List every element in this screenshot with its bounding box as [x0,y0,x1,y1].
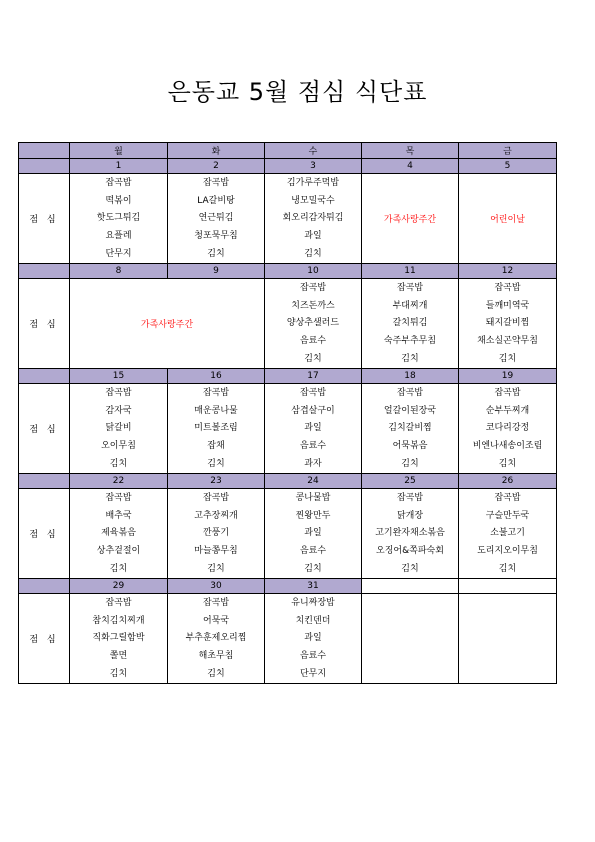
menu-item: 잡곡밥 [494,282,521,293]
date-cell: 16 [168,369,265,384]
holiday-note-cell [70,279,265,369]
menu-items [459,279,556,368]
menu-items [362,384,458,473]
menu-item: 음료수 [299,441,327,452]
date-cell: 5 [459,159,557,174]
menu-item: 과일 [304,423,322,434]
menu-item: 잡곡밥 [494,387,521,398]
menu-item: 직화그릴함박 [92,633,145,644]
menu-item: 과일 [304,231,322,242]
menu-item: 갈치튀김 [392,318,428,329]
date-cell [362,579,459,594]
menu-item: 김치 [304,564,322,575]
menu-item: 청포묵무침 [194,231,238,242]
menu-item: 구슬만두국 [485,510,530,521]
menu-items [168,174,264,263]
date-cell: 22 [70,474,168,489]
holiday-note: 가족사랑주간 [140,320,194,330]
menu-cell [459,384,557,474]
menu-item: 회오리감자튀김 [282,213,344,224]
date-row-corner [19,579,70,594]
menu-item: 김가루주먹밥 [286,177,340,188]
menu-item: 어묵국 [202,615,230,626]
date-cell: 31 [265,579,362,594]
menu-item: 잡곡밥 [396,492,424,503]
menu-item: 오이무침 [101,441,136,452]
menu-item: 잡곡밥 [202,177,230,188]
date-cell: 8 [70,264,168,279]
menu-item: 음료수 [299,336,327,347]
date-cell: 4 [362,159,459,174]
date-cell: 17 [265,369,362,384]
menu-item: 단무지 [299,669,327,680]
menu-item: 부대찌개 [392,300,428,311]
menu-item: 쫄면 [109,651,128,662]
meal-label: 점 심 [19,594,70,684]
menu-item: 소불고기 [490,528,525,539]
menu-item: 삼겹살구이 [291,405,335,416]
menu-cell [70,384,168,474]
menu-item: 과일 [304,633,322,644]
menu-items [265,279,361,368]
menu-item: 김치 [109,459,128,470]
holiday-note-cell [459,174,557,264]
date-cell: 3 [265,159,362,174]
menu-item: 단무지 [105,249,132,260]
menu-cell [168,384,265,474]
menu-item: 닭갈비 [105,423,132,434]
menu-item: 김치 [401,564,419,575]
menu-cell [265,384,362,474]
menu-item: 고기완자채소볶음 [375,528,445,539]
menu-item: 참치김치찌개 [92,615,145,626]
menu-cell [459,594,557,684]
weekday-header: 수 [265,143,362,159]
date-row [19,579,557,594]
date-row-corner [19,369,70,384]
menu-cell [362,594,459,684]
date-cell: 9 [168,264,265,279]
menu-item: 찐왕만두 [295,510,331,521]
date-cell [459,579,557,594]
menu-cell [168,594,265,684]
menu-item: 연근튀김 [198,213,234,224]
menu-cell [265,489,362,579]
menu-cell [265,279,362,369]
menu-item: 잡곡밥 [105,492,132,503]
menu-item: 어묵볶음 [392,441,428,452]
menu-item: LA갈비탕 [197,195,235,206]
date-row [19,159,557,174]
page-title: 은동교 5월 점심 식단표 [167,78,428,106]
menu-items [265,174,361,263]
menu-item: 핫도그튀김 [96,213,141,224]
menu-items [265,384,361,473]
menu-item: 채소실곤약무침 [477,336,538,347]
menu-item: 마늘쫑무침 [194,546,238,557]
header-corner [19,143,70,159]
menu-item: 김치 [498,564,517,575]
menu-cell [265,174,362,264]
date-cell: 2 [168,159,265,174]
menu-item: 김치 [207,249,225,260]
menu-item: 김치 [304,354,322,365]
menu-cell [265,594,362,684]
menu-item: 양상추샐러드 [286,318,340,329]
menu-items [168,489,264,578]
meal-label: 점 심 [19,174,70,264]
weekday-header: 금 [459,143,557,159]
menu-cell [70,594,168,684]
menu-item: 김치 [109,564,128,575]
date-row-corner [19,159,70,174]
menu-item: 요플레 [105,231,132,242]
holiday-note: 어린이날 [490,215,525,225]
date-cell: 26 [459,474,557,489]
meal-label: 점 심 [19,279,70,369]
date-cell: 12 [459,264,557,279]
menu-item: 순부두찌개 [485,405,530,416]
menu-item: 잡곡밥 [202,492,230,503]
menu-row [19,279,557,369]
menu-items [70,384,167,473]
menu-item: 잡곡밥 [105,177,132,188]
menu-item: 치즈돈까스 [291,300,335,311]
menu-item: 김치 [207,669,225,680]
menu-items [168,594,264,683]
date-cell: 19 [459,369,557,384]
menu-item: 김치 [207,459,225,470]
menu-item: 김치 [207,564,225,575]
menu-item: 잡곡밥 [105,387,132,398]
menu-items [265,594,361,683]
menu-item: 떡볶이 [105,195,132,206]
menu-item: 유니짜장밥 [291,597,335,608]
menu-item: 잡곡밥 [396,387,424,398]
holiday-note-cell [362,174,459,264]
meal-label: 점 심 [19,384,70,474]
menu-item: 부추훈제오리찜 [185,633,247,644]
menu-item: 음료수 [299,651,327,662]
menu-item: 들깨미역국 [485,300,530,311]
menu-items [265,489,361,578]
date-row [19,264,557,279]
menu-item: 도리지오이무침 [477,546,538,557]
date-cell: 15 [70,369,168,384]
menu-item: 고추장찌개 [194,510,238,521]
date-cell: 1 [70,159,168,174]
menu-item: 과자 [304,459,322,470]
date-row-corner [19,474,70,489]
menu-item: 감자국 [105,405,132,416]
menu-cell [362,384,459,474]
menu-item: 오징어&쪽파숙회 [376,546,444,557]
menu-item: 과일 [304,528,322,539]
date-cell: 25 [362,474,459,489]
menu-item: 비엔나새송이조림 [472,441,543,452]
menu-item: 잡곡밥 [105,597,132,608]
menu-item: 잡곡밥 [202,597,230,608]
menu-item: 잡곡밥 [396,282,424,293]
holiday-note: 가족사랑주간 [383,215,437,225]
menu-item: 김치 [401,459,419,470]
menu-items [459,489,556,578]
date-row-corner [19,264,70,279]
menu-item: 미트볼조림 [194,423,238,434]
weekday-header: 화 [168,143,265,159]
menu-item: 깐풍기 [202,528,230,539]
menu-items [70,594,167,683]
menu-item: 김치 [498,459,517,470]
date-cell: 24 [265,474,362,489]
menu-item: 매운콩나물 [194,405,238,416]
menu-item: 닭개장 [396,510,424,521]
menu-item: 김치 [498,354,517,365]
weekday-header: 월 [70,143,168,159]
menu-item: 김치갈비찜 [388,423,432,434]
date-cell: 10 [265,264,362,279]
menu-item: 잡채 [207,441,225,452]
menu-items [168,384,264,473]
menu-cell [459,279,557,369]
menu-item: 상추겉절이 [96,546,141,557]
menu-item: 얼갈이된장국 [383,405,437,416]
weekday-header: 목 [362,143,459,159]
menu-cell [459,489,557,579]
menu-cell [70,174,168,264]
menu-cell [362,279,459,369]
menu-item: 해초무침 [198,651,234,662]
menu-cell [168,489,265,579]
menu-item: 배추국 [105,510,132,521]
meal-label: 점 심 [19,489,70,579]
menu-cell [70,489,168,579]
menu-items [70,489,167,578]
menu-row [19,174,557,264]
date-cell: 23 [168,474,265,489]
lunch-menu-table [18,142,557,684]
menu-item: 잡곡밥 [202,387,230,398]
menu-item: 김치 [401,354,419,365]
date-cell: 11 [362,264,459,279]
menu-items [362,279,458,368]
date-cell: 30 [168,579,265,594]
menu-item: 돼지갈비찜 [485,318,530,329]
date-cell: 18 [362,369,459,384]
menu-row [19,384,557,474]
menu-item: 숙주부추무침 [383,336,437,347]
weekday-header-row [19,143,557,159]
menu-item: 잡곡밥 [299,282,327,293]
menu-item: 음료수 [299,546,327,557]
menu-item: 김치 [304,249,322,260]
menu-item: 코다리강정 [485,423,530,434]
menu-cell [168,174,265,264]
menu-row [19,489,557,579]
menu-item: 냉모밀국수 [291,195,335,206]
menu-item: 김치 [109,669,128,680]
menu-item: 제육볶음 [101,528,136,539]
menu-item: 치킨덴더 [295,615,331,626]
date-row [19,474,557,489]
menu-item: 콩나물밥 [295,492,331,503]
menu-row [19,594,557,684]
menu-item: 잡곡밥 [299,387,327,398]
menu-items [459,384,556,473]
date-row [19,369,557,384]
menu-cell [362,489,459,579]
date-cell: 29 [70,579,168,594]
menu-items [362,489,458,578]
menu-items [70,174,167,263]
menu-item: 잡곡밥 [494,492,521,503]
